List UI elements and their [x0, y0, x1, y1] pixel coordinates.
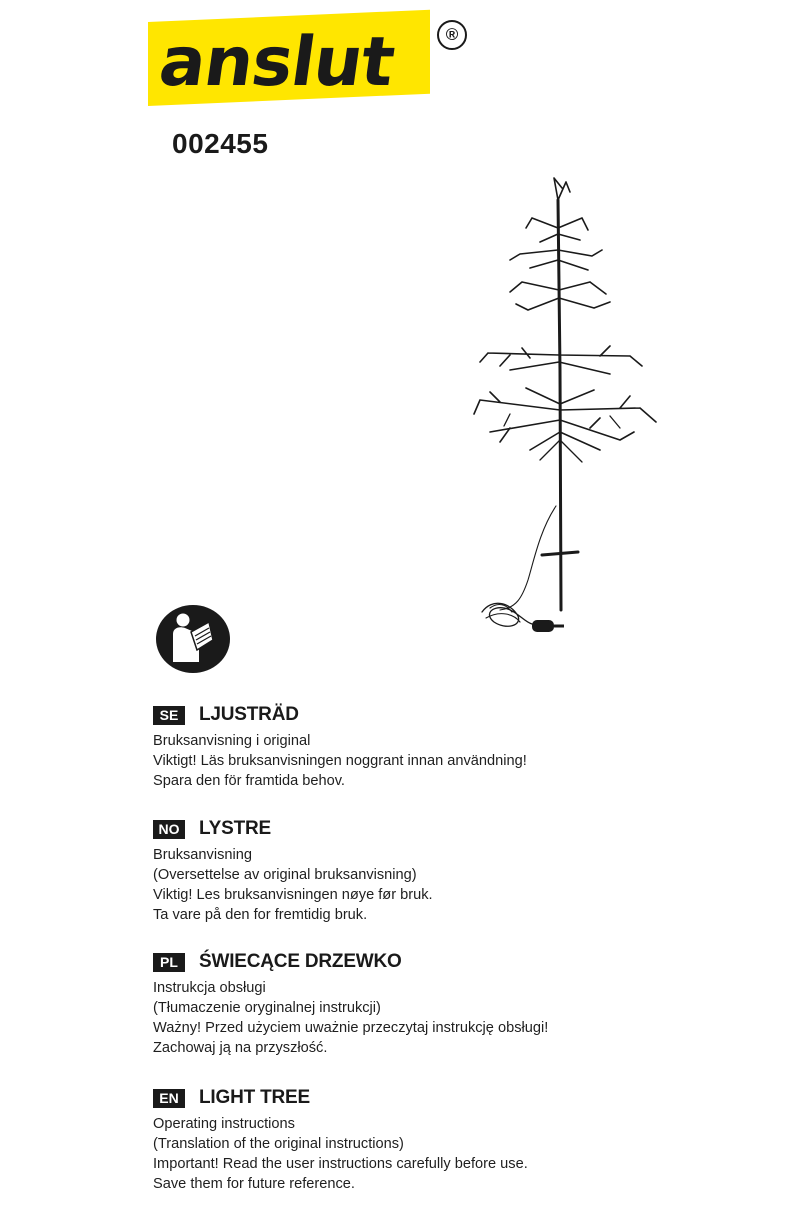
- section-en: [153, 1087, 528, 1194]
- section-se: [153, 704, 527, 791]
- section-line: Viktig! Les bruksanvisningen nøye før bruk.: [153, 887, 433, 903]
- section-line: Operating instructions: [153, 1116, 295, 1132]
- section-line: Zachowaj ją na przyszłość.: [153, 1040, 328, 1056]
- section-line: Viktigt! Läs bruksanvisningen noggrant innan användning!: [153, 753, 527, 769]
- section-line: (Translation of the original instructions): [153, 1136, 404, 1152]
- section-line: Important! Read the user instructions carefully before use.: [153, 1156, 528, 1172]
- section-title: ŚWIECĄCE DRZEWKO: [199, 951, 402, 972]
- section-line: Instrukcja obsługi: [153, 980, 266, 996]
- section-header: [153, 1087, 528, 1109]
- section-title: LIGHT TREE: [199, 1087, 310, 1108]
- section-line: (Oversettelse av original bruksanvisning): [153, 867, 417, 883]
- section-line: Ta vare på den for fremtidig bruk.: [153, 907, 368, 923]
- section-no: [153, 818, 433, 925]
- section-header: [153, 704, 527, 726]
- section-pl: [153, 951, 548, 1058]
- section-line: Save them for future reference.: [153, 1176, 355, 1192]
- language-badge: PL: [153, 953, 185, 972]
- language-badge: NO: [153, 820, 185, 839]
- read-manual-icon: [155, 604, 231, 674]
- section-title: LJUSTRÄD: [199, 704, 299, 725]
- section-header: [153, 951, 548, 973]
- language-badge: EN: [153, 1089, 185, 1108]
- article-number: 002455: [172, 128, 269, 159]
- registered-mark: ®: [437, 20, 467, 50]
- section-header: [153, 818, 433, 840]
- brand-logo: [148, 22, 430, 106]
- brand-wordmark: anslut: [154, 23, 399, 102]
- section-line: Bruksanvisning: [153, 847, 252, 863]
- light-tree-illustration: [470, 170, 660, 640]
- section-line: Spara den för framtida behov.: [153, 773, 345, 789]
- section-line: Bruksanvisning i original: [153, 733, 311, 749]
- section-title: LYSTRE: [199, 818, 272, 839]
- language-badge: SE: [153, 706, 185, 725]
- section-line: Ważny! Przed użyciem uważnie przeczytaj instrukcję obsługi!: [153, 1020, 549, 1036]
- section-line: (Tłumaczenie oryginalnej instrukcji): [153, 1000, 381, 1016]
